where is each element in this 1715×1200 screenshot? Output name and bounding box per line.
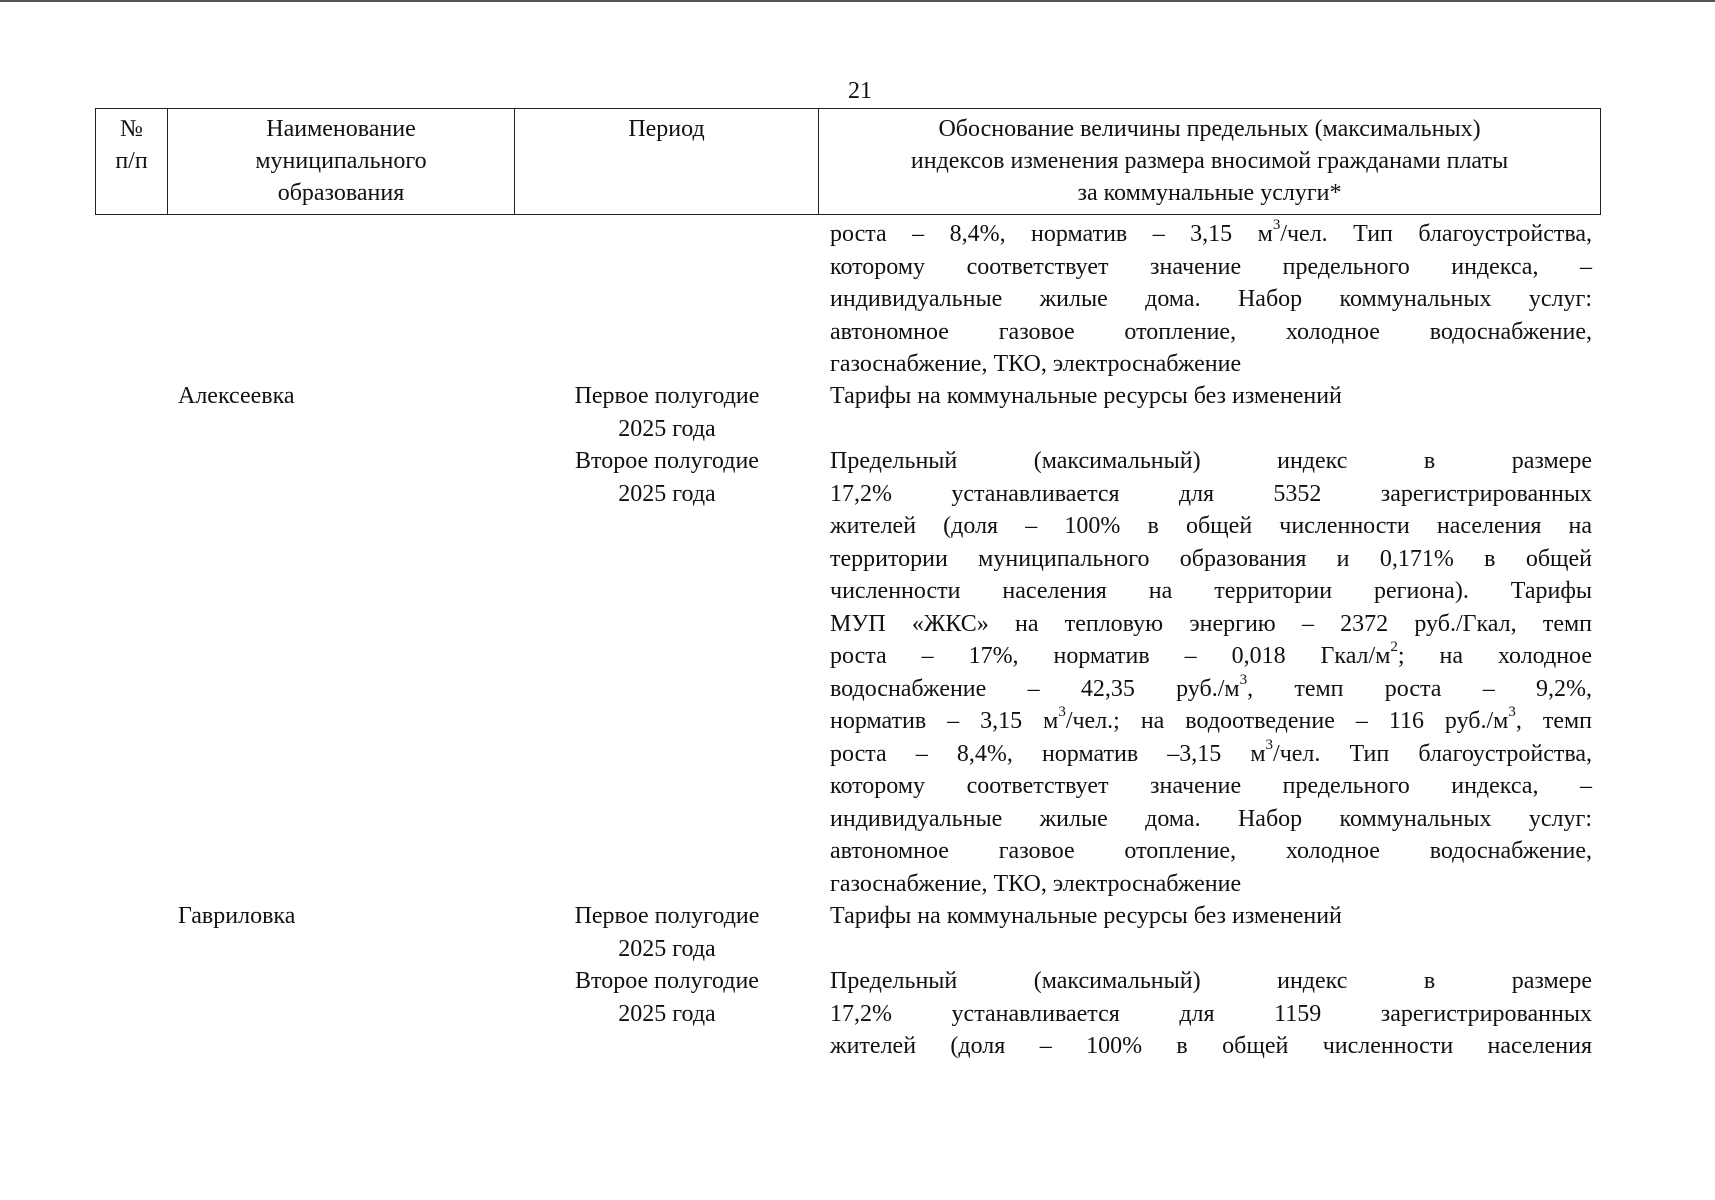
- justification-text-alekseevka: [830, 445, 1592, 900]
- text-line: роста – 17%, норматив – 0,018 Гкал/$м^2$; на холодное: [830, 639, 1592, 669]
- text-line: индивидуальные жилые дома. Набор коммунальных услуг:: [830, 286, 1592, 312]
- page-top-rule: [0, 0, 1715, 2]
- period-second-half: Второе полугодие 2025 года: [575, 448, 759, 507]
- text-line: роста – 8,4%, норматив – 3,15 $м^3$/чел. Тип благоустройства,: [830, 217, 1593, 247]
- text-line: которому соответствует значение предельного индекса, –: [830, 253, 1592, 280]
- municipality-name-gavrilovka: Гавриловка: [178, 903, 296, 929]
- text-line: норматив – 3,15 $м^3$/чел.; на водоотведение – 116 $руб./м^3$, темп: [830, 704, 1593, 734]
- text-line: водоснабжение – 42,35 $руб./м^3$, темп роста – 9,2%,: [830, 671, 1592, 702]
- text-line: жителей (доля – 100% в общей численности населения на: [830, 513, 1592, 539]
- header-col-municipality: Наименование муниципального образования: [168, 109, 515, 214]
- tariff-unchanged-text: [830, 900, 1592, 933]
- text-line: роста – 8,4%, норматив –3,15 $м^3$/чел. Тип благоустройства,: [830, 736, 1592, 767]
- text-line: Предельный (максимальный) индекс в размере: [830, 448, 1592, 474]
- period-second-half: Второе полугодие 2025 года: [575, 968, 759, 1027]
- text-line: которому соответствует значение предельного индекса, –: [830, 773, 1592, 799]
- text-line: жителей (доля – 100% в общей численности населения: [830, 1033, 1592, 1059]
- page-number: 21: [848, 78, 872, 104]
- text-line: численности населения на территории региона). Тарифы: [830, 578, 1592, 604]
- period-first-half: Первое полугодие 2025 года: [574, 383, 760, 442]
- continuation-text: [830, 218, 1592, 381]
- header-col-justification: Обоснование величины предельных (максимальных) индексов изменения размера вносимой гражданами платы за коммунальные услуги*: [910, 116, 1509, 206]
- header-col-period: Период: [515, 109, 819, 214]
- text-line: 17,2% устанавливается для 1159 зарегистрированных: [830, 1000, 1592, 1027]
- text-line: газоснабжение, ТКО, электроснабжение: [830, 870, 1242, 897]
- header-col-number: № п/п: [96, 109, 168, 214]
- text-line: газоснабжение, ТКО, электроснабжение: [830, 351, 1242, 377]
- text-line: 17,2% устанавливается для 5352 зарегистрированных: [830, 480, 1592, 507]
- text-line: автономное газовое отопление, холодное водоснабжение,: [830, 838, 1592, 864]
- period-first-half: Первое полугодие 2025 года: [574, 903, 760, 962]
- text-line: автономное газовое отопление, холодное водоснабжение,: [830, 318, 1592, 345]
- text-line: индивидуальные жилые дома. Набор коммунальных услуг:: [830, 805, 1592, 832]
- text-line: МУП «ЖКС» на тепловую энергию – 2372 руб./Гкал, темп: [830, 610, 1592, 637]
- table-header: [95, 108, 1601, 215]
- tariff-unchanged-text: [830, 380, 1592, 413]
- text-line: Тарифы на коммунальные ресурсы без изменений: [830, 383, 1342, 409]
- justification-text-gavrilovka: [830, 965, 1592, 1063]
- text-line: территории муниципального образования и 0,171% в общей: [830, 545, 1592, 572]
- text-line: Предельный (максимальный) индекс в размере: [830, 968, 1592, 994]
- text-line: Тарифы на коммунальные ресурсы без изменений: [830, 903, 1342, 929]
- municipality-name-alekseevka: Алексеевка: [178, 383, 295, 409]
